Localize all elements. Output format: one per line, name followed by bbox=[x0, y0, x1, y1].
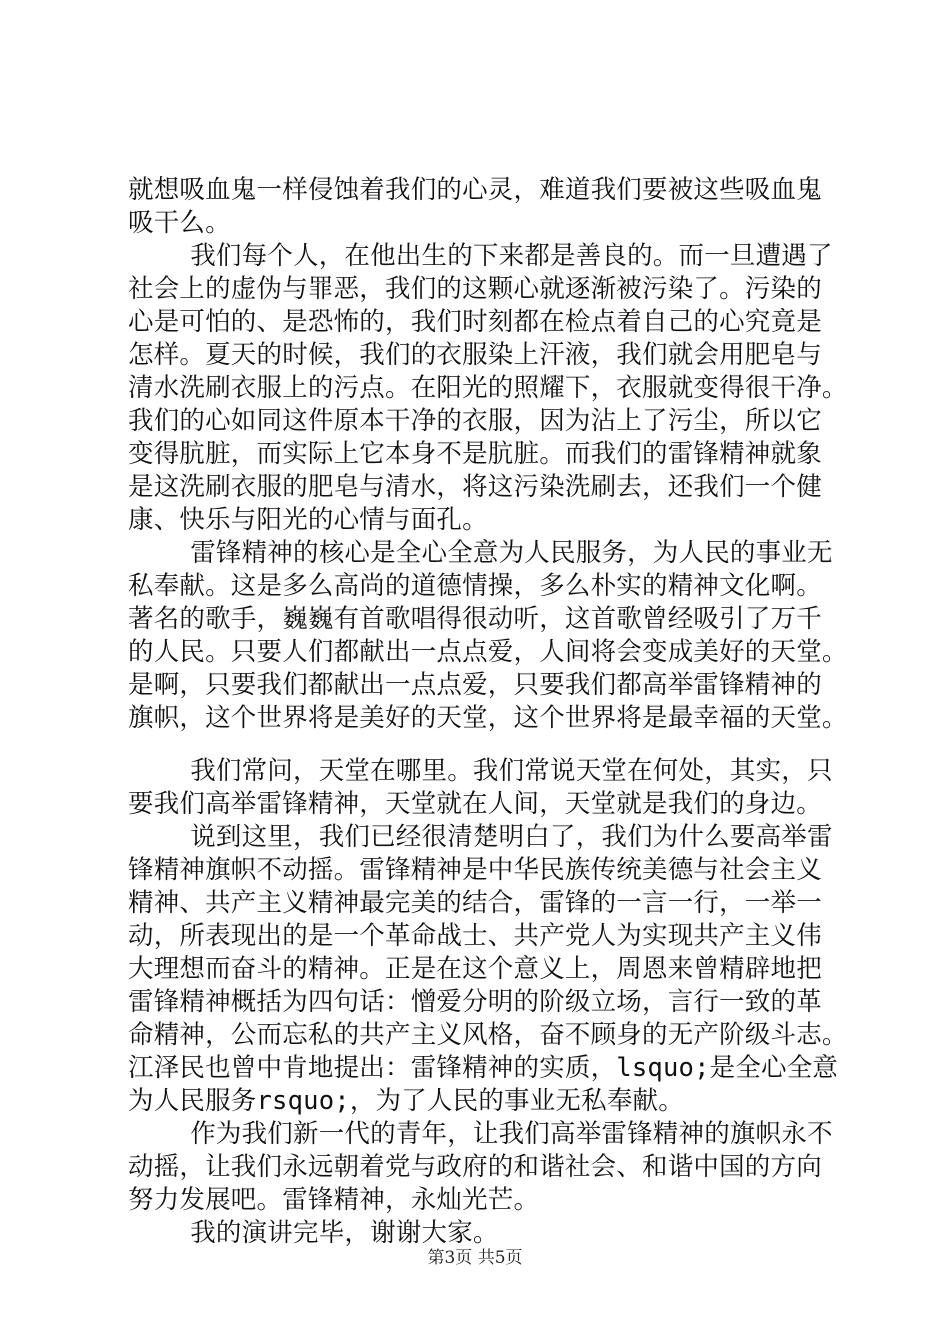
text-line: 江泽民也曾中肯地提出：雷锋精神的实质，lsquo;是全心全意 bbox=[128, 1053, 839, 1083]
text-line: 我的演讲完毕，谢谢大家。 bbox=[128, 1218, 499, 1248]
page-number-footer: 第3页 共5页 bbox=[427, 1248, 523, 1268]
text-line: 锋精神旗帜不动摇。雷锋精神是中华民族传统美德与社会主义 bbox=[128, 855, 822, 885]
text-line: 动摇，让我们永远朝着党与政府的和谐社会、和谐中国的方向 bbox=[128, 1152, 822, 1182]
text-line: 动，所表现出的是一个革命战士、共产党人为实现共产主义伟 bbox=[128, 921, 822, 951]
text-line: 我们每个人，在他出生的下来都是善良的。而一旦遭遇了 bbox=[128, 241, 833, 271]
text-line: 心是可怕的、是恐怖的，我们时刻都在检点着自己的心究竟是 bbox=[128, 307, 822, 337]
text-line: 精神、共产主义精神最完美的结合，雷锋的一言一行，一举一 bbox=[128, 888, 822, 918]
text-line: 我们的心如同这件原本干净的衣服，因为沾上了污尘，所以它 bbox=[128, 406, 822, 436]
text-line: 努力发展吧。雷锋精神，永灿光芒。 bbox=[128, 1185, 540, 1215]
blank-line bbox=[128, 735, 834, 755]
text-line: 雷锋精神的核心是全心全意为人民服务，为人民的事业无 bbox=[128, 538, 833, 568]
text-line: 变得肮脏，而实际上它本身不是肮脏。而我们的雷锋精神就象 bbox=[128, 439, 822, 469]
text-line: 旗帜，这个世界将是美好的天堂，这个世界将是最幸福的天堂。 bbox=[128, 703, 848, 733]
text-line: 是这洗刷衣服的肥皂与清水，将这污染洗刷去，还我们一个健 bbox=[128, 472, 822, 502]
text-line: 说到这里，我们已经很清楚明白了，我们为什么要高举雷 bbox=[128, 822, 833, 852]
text-line: 的人民。只要人们都献出一点点爱，人间将会变成美好的天堂。 bbox=[128, 637, 848, 667]
text-line: 作为我们新一代的青年，让我们高举雷锋精神的旗帜永不 bbox=[128, 1119, 833, 1149]
text-line: 康、快乐与阳光的心情与面孔。 bbox=[128, 505, 488, 535]
text-line: 为人民服务rsquo;，为了人民的事业无私奉献。 bbox=[128, 1086, 684, 1116]
text-line: 私奉献。这是多么高尚的道德情操，多么朴实的精神文化啊。 bbox=[128, 571, 822, 601]
text-line: 命精神，公而忘私的共产主义风格，奋不顾身的无产阶级斗志。 bbox=[128, 1020, 848, 1050]
text-line: 著名的歌手，巍巍有首歌唱得很动听，这首歌曾经吸引了万千 bbox=[128, 604, 822, 634]
text-line: 大理想而奋斗的精神。正是在这个意义上，周恩来曾精辟地把 bbox=[128, 954, 822, 984]
text-line: 怎样。夏天的时候，我们的衣服染上汗液，我们就会用肥皂与 bbox=[128, 340, 822, 370]
text-line: 是啊，只要我们都献出一点点爱，只要我们都高举雷锋精神的 bbox=[128, 670, 822, 700]
text-line: 吸干么。 bbox=[128, 208, 231, 238]
text-line: 社会上的虚伪与罪恶，我们的这颗心就逐渐被污染了。污染的 bbox=[128, 274, 822, 304]
text-line: 清水洗刷衣服上的污点。在阳光的照耀下，衣服就变得很干净。 bbox=[128, 373, 848, 403]
text-line: 雷锋精神概括为四句话：憎爱分明的阶级立场，言行一致的革 bbox=[128, 987, 822, 1017]
document-body bbox=[128, 174, 848, 1250]
text-line: 我们常问，天堂在哪里。我们常说天堂在何处，其实，只 bbox=[128, 756, 833, 786]
text-line: 要我们高举雷锋精神，天堂就在人间，天堂就是我们的身边。 bbox=[128, 789, 822, 819]
text-line: 就想吸血鬼一样侵蚀着我们的心灵，难道我们要被这些吸血鬼 bbox=[128, 175, 822, 205]
